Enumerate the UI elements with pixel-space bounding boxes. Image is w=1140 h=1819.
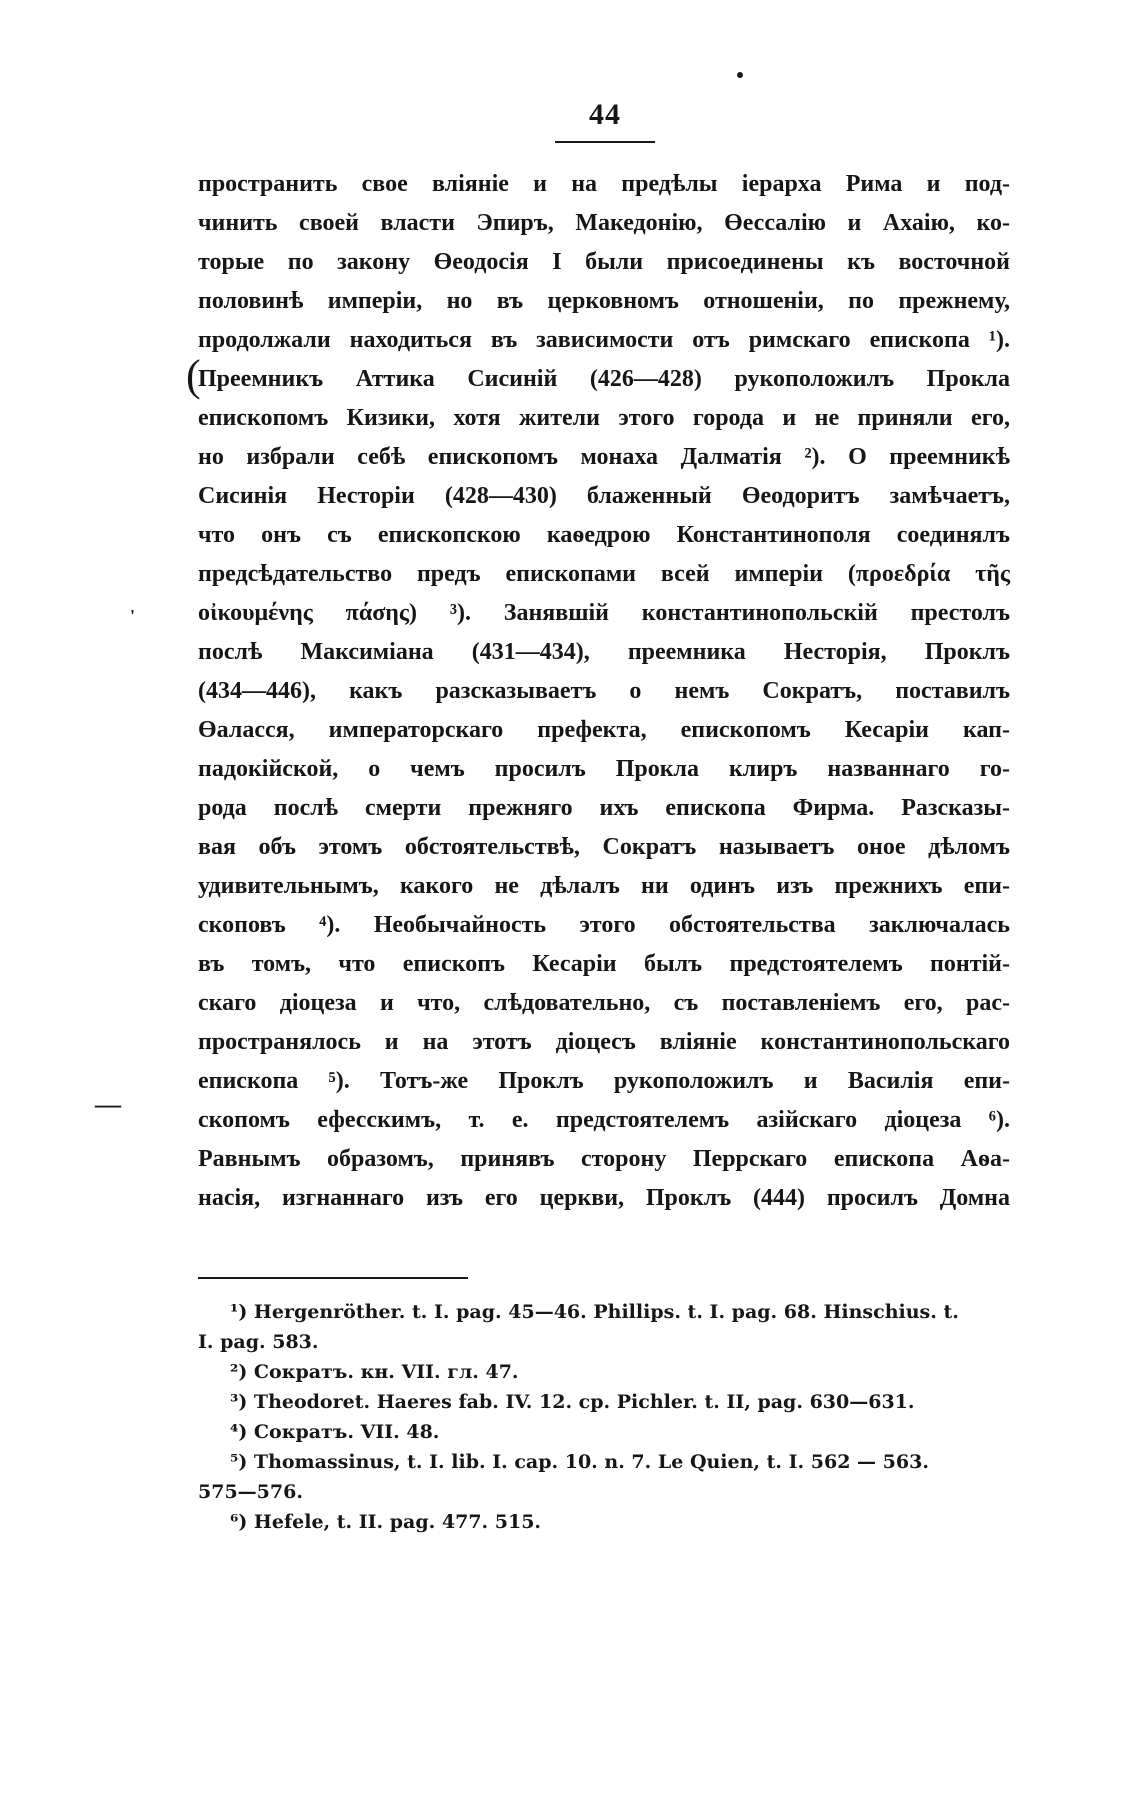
text-line: чинить своей власти Эпиръ, Македонію, Өессалію и Ахаію, ко- xyxy=(198,210,1010,236)
body-text xyxy=(198,165,1010,1218)
text-line: скопомъ ефесскимъ, т. е. предстоятелемъ азійскаго діоцеза ⁶). xyxy=(198,1107,1010,1133)
text-line: предсѣдательство предъ епископами всей имперіи (προεδρία τῆς xyxy=(198,561,1010,587)
text-line: Өаласся, императорскаго префекта, епископомъ Кесаріи кап- xyxy=(198,717,1010,743)
footnote-line: ⁶) Hefele, t. II. pag. 477. 515. xyxy=(230,1511,542,1533)
text-line: послѣ Максиміана (431—434), преемника Несторія, Проклъ xyxy=(198,639,1010,665)
page-number-rule xyxy=(555,141,655,143)
footnote-line: ⁴) Сократъ. VII. 48. xyxy=(230,1421,440,1443)
text-line: пространить свое вліяніе и на предѣлы іерарха Рима и под- xyxy=(198,171,1010,197)
text-line: вая объ этомъ обстоятельствѣ, Сократъ называетъ оное дѣломъ xyxy=(198,834,1010,860)
text-line: половинѣ имперіи, но въ церковномъ отношеніи, по прежнему, xyxy=(198,288,1010,314)
footnote-line: ²) Сократъ. кн. VII. гл. 47. xyxy=(230,1361,519,1383)
text-line: скаго діоцеза и что, слѣдовательно, съ поставленіемъ его, рас- xyxy=(198,990,1010,1016)
footnote-rule xyxy=(198,1277,468,1279)
text-line: скоповъ ⁴). Необычайность этого обстоятельства заключалась xyxy=(198,912,1010,938)
text-line: въ томъ, что епископъ Кесаріи былъ предстоятелемъ понтій- xyxy=(198,951,1010,977)
text-line: рода послѣ смерти прежняго ихъ епископа Фирма. Разсказы- xyxy=(198,795,1010,821)
footnote-line: I. pag. 583. xyxy=(198,1331,319,1353)
text-line: но избрали себѣ епископомъ монаха Далматія ²). О преемникѣ xyxy=(198,444,1010,470)
text-line: Преемникъ Аттика Сисиній (426—428) рукоположилъ Прокла xyxy=(198,366,1010,392)
text-line: епископомъ Кизики, хотя жители этого города и не приняли его, xyxy=(198,405,1010,431)
ink-dot xyxy=(737,72,743,78)
text-line: (434—446), какъ разсказываетъ о немъ Сократъ, поставилъ xyxy=(198,678,1010,704)
text-line: Сисинія Несторіи (428—430) блаженный Өеодоритъ замѣчаетъ, xyxy=(198,483,1010,509)
margin-tick-mark: ' xyxy=(130,606,136,626)
footnote-line: ¹) Hergenröther. t. I. pag. 45—46. Phillips. t. I. pag. 68. Hinschius. t. xyxy=(230,1301,959,1323)
margin-dash-mark: — xyxy=(95,1090,121,1119)
text-line: насія, изгнаннаго изъ его церкви, Проклъ (444) просилъ Домна xyxy=(198,1185,1010,1211)
text-line: удивительнымъ, какого не дѣлалъ ни одинъ изъ прежнихъ епи- xyxy=(198,873,1010,899)
footnote-line: ⁵) Thomassinus, t. I. lib. I. cap. 10. n. 7. Le Quien, t. I. 562 — 563. xyxy=(230,1451,929,1473)
text-line: οἰκουμένης πάσης) ³). Занявшій константинопольскій престолъ xyxy=(198,600,1010,626)
text-line: падокійской, о чемъ просилъ Прокла клиръ названнаго го- xyxy=(198,756,1010,782)
text-line: что онъ съ епископскою каѳедрою Константинополя соединялъ xyxy=(198,522,1010,548)
text-line: пространялось и на этотъ діоцесъ вліяніе константинопольскаго xyxy=(198,1029,1010,1055)
footnote-line: 575—576. xyxy=(198,1481,303,1503)
text-line: епископа ⁵). Тотъ-же Проклъ рукоположилъ и Василія епи- xyxy=(198,1068,1010,1094)
page-number: 44 xyxy=(589,98,621,131)
footnote-line: ³) Theodoret. Haeres fab. IV. 12. ср. Pichler. t. II, pag. 630—631. xyxy=(230,1391,915,1413)
footnotes xyxy=(198,1297,1010,1537)
text-line: продолжали находиться въ зависимости отъ римскаго епископа ¹). xyxy=(198,327,1010,353)
text-line: Равнымъ образомъ, принявъ сторону Перрскаго епископа Аѳа- xyxy=(198,1146,1010,1172)
margin-bracket-mark: ( xyxy=(186,351,201,400)
text-line: торые по закону Өеодосія I были присоединены къ восточной xyxy=(198,249,1010,275)
